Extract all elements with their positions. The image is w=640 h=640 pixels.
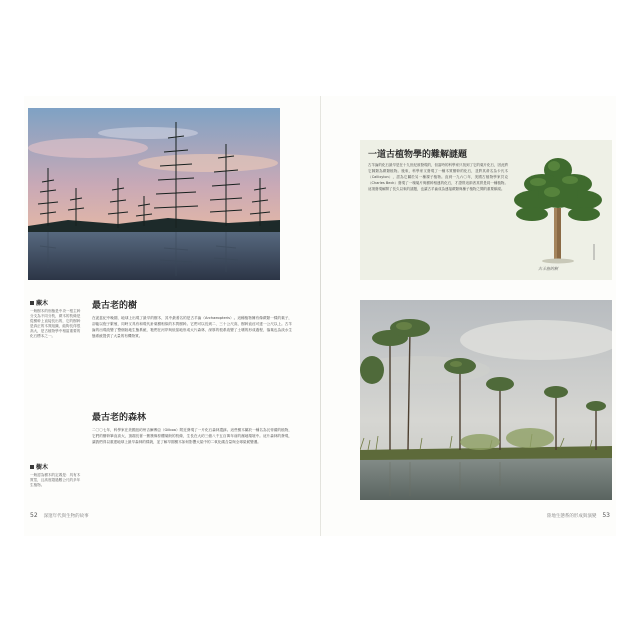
- illustration-caption: 古羊齒的樹: [538, 266, 558, 271]
- archaeopteris-tree-illustration: [508, 148, 608, 268]
- section-oldest-forest: [92, 410, 292, 445]
- section-body: 在泥盆紀中晚期，地球上出現了最早的樹木，其中最著名的是古羊齒（Archaeopteris）。這種植物擁有像蕨類一樣的葉子，卻能以孢子繁殖，同時又具有和現代針葉樹相似的木質樹幹。它們可以長到二、三十公尺高，樹幹直徑可達一公尺以上。古羊齒的出現改變了整個陸地生態系統，牠們在河岸與低窪地形成大片森林，深厚的根系改變了土壤的形成過程，落葉也為淡水生態系統提供了大量的有機物質。: [92, 316, 292, 338]
- box-title: 一道古植物學的難解謎題: [368, 150, 468, 160]
- section-heading: 最古老的森林: [92, 413, 147, 423]
- folio-left: [30, 512, 89, 519]
- section-heading: 最古老的樹: [92, 301, 138, 311]
- running-title: 深邃年代與生物的故事: [43, 514, 89, 519]
- gilboa-forest-photo: [360, 300, 612, 500]
- square-bullet-icon: [30, 465, 34, 469]
- note-body: 一般樹木的形態是中央一根主幹分支為不同分枝，蕨木的枝條是從樹幹上直接長出的，它的樹幹是真正的木質組織，能夠長得很高大，是古植物學中相當重要的化石標本之一。: [30, 309, 81, 338]
- square-bullet-icon: [30, 301, 34, 305]
- note-title: 樹木: [36, 464, 49, 471]
- page-number: 52: [30, 512, 38, 519]
- sidebar-note-tree: [30, 462, 82, 488]
- folio-right: [547, 512, 610, 519]
- section-body: 二〇〇七年，科學家在美國紐約州吉爾博亞（Gilboa）附近發現了一片化石森林遺跡。這些樹木屬於一種名為瓦蒂薩的植物，它們的樹幹筆直高大，頂端長著一簇簇像棕櫚葉般的枝條，生長在大約三億八千五百萬年前的濕地環境中。這片森林的發現，讓我們得以重建地球上最早森林的樣貌，並了解早期樹木如何影響大氣中的二氧化碳含量與全球氣候變遷。: [92, 428, 292, 444]
- section-oldest-tree: [92, 298, 292, 339]
- box-body: 古羊齒的化石最早是在十九世紀被發現的，但當時的科學家只找到了它的葉片化石，因此將它歸類為蕨類植物。後來，科學家又發現了一種木質樹幹的化石，並將其命名為卡氏木（Callixylon），認為它屬於另一種裸子植物。直到一九六〇年，美國古植物學家貝克（Charles Beck）發現了一塊葉片與樹幹相連的化石，才證實這兩者其實是同一種植物。這項發現解開了長久以來的謎題，也讓古羊齒成為連接蕨類與種子植物之間的重要橋梁。: [368, 163, 508, 191]
- puzzle-info-box: [360, 140, 612, 280]
- running-title: 陸地生態系的形成與演變: [546, 514, 597, 519]
- sidebar-note-wood: [30, 298, 82, 339]
- note-body: 一般認為樹木的定義是：具有木質莖，且高度超過數公尺的多年生植物。: [30, 473, 81, 487]
- note-title: 蕨木: [36, 300, 49, 307]
- ancient-forest-photo: [28, 108, 280, 280]
- page-number: 53: [602, 512, 610, 519]
- book-gutter: [320, 96, 321, 536]
